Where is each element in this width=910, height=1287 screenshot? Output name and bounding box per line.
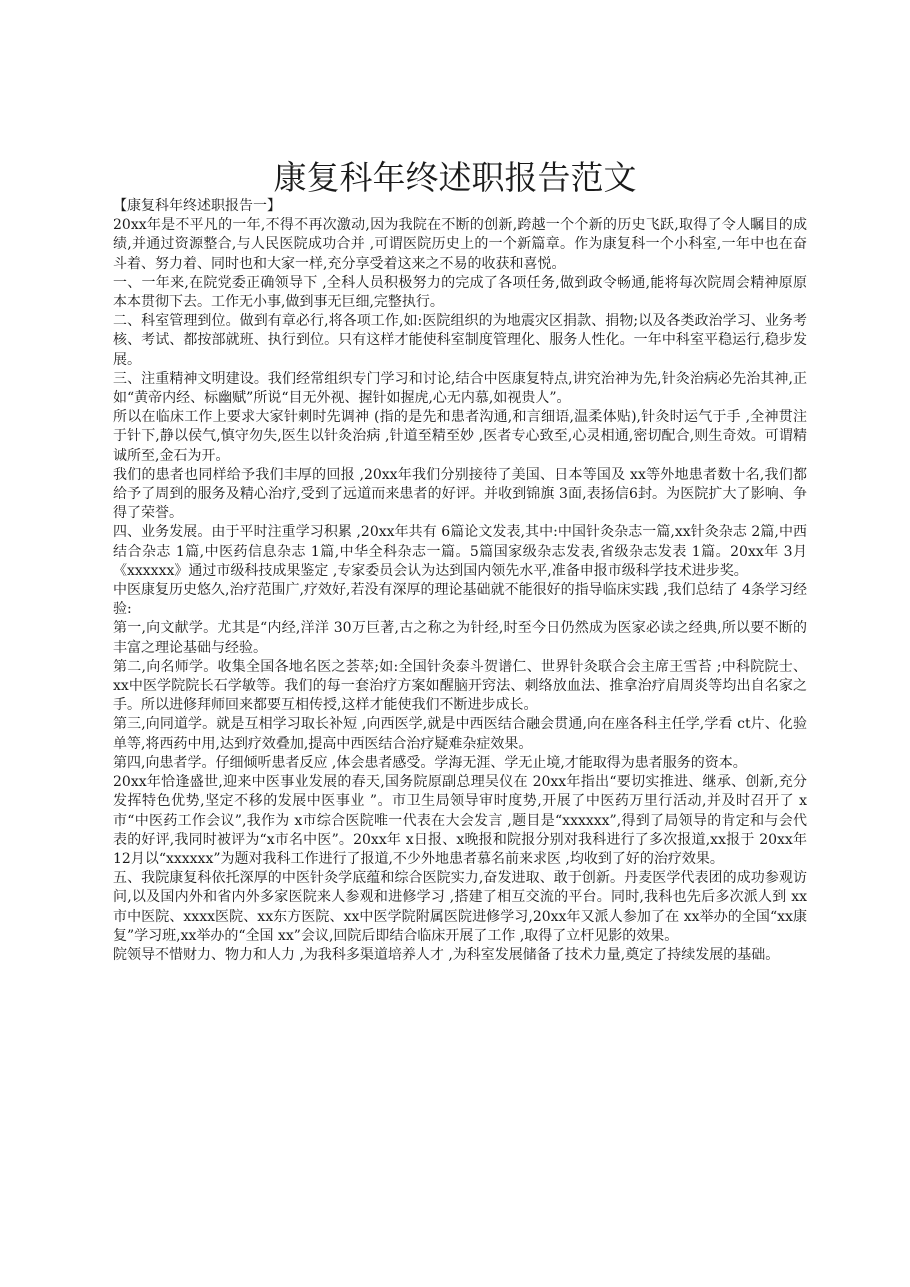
paragraph: 所以在临床工作上要求大家针刺时先调神 (指的是先和患者沟通,和言细语,温柔体贴),针灸时运气于手 ,全神贯注于针下,静以侯气,慎守勿失,医生以针灸治病 ,针道至精至妙 ,医者专心致至,心灵相通,密切配合,则生奇效。可谓精诚所至,金石为开。 [113, 409, 807, 464]
paragraph: 第二,向名师学。收集全国各地名医之荟萃;如:全国针灸泰斗贺谱仁、世界针灸联合会主席王雪苔 ;中科院院士、 xx中医学院院长石学敏等。我们的每一套治疗方案如醒脑开窍法、刺络放血法、推拿治疗肩周炎等均出自名家之手。所以进修拜师回来都要互相传授,这样才能使我们不断进步成长。 [113, 658, 807, 714]
paragraph: 20xx年恰逢盛世,迎来中医事业发展的春天,国务院原副总理吴仪在 20xx年指出“要切实推进、继承、创新,充分发挥特色优势,坚定不移的发展中医事业 ”。市卫生局领导审时度势,开展了中医药万里行活动,并及时召开了 x市“中医药工作会议”,我作为 x市综合医院唯一代表在大会发言 ,题目是“xxxxxx”,得到了局领导的肯定和与会代表的好评,我同时被评为“x市名中医”。20xx年 x日报、x晚报和院报分别对我科进行了多次报道,xx报于 20xx年 12月以“xxxxxx”为题对我科工作进行了报道,不少外地患者慕名前来求医 ,均收到了好的治疗效果。 [113, 774, 807, 867]
document-body [113, 197, 807, 965]
document-title: 康复科年终述职报告范文 [273, 158, 637, 197]
paragraph: 三、注重精神文明建设。我们经常组织专门学习和讨论,结合中医康复特点,讲究治神为先,针灸治病必先治其神,正如“黄帝内经、标幽赋”所说“目无外视、握针如握虎,心无内慕,如视贵人”。 [113, 370, 807, 407]
section-heading: 【康复科年终述职报告一】 [113, 198, 281, 214]
paragraph: 20xx年是不平凡的一年,不得不再次激动,因为我院在不断的创新,跨越一个个新的历史飞跃,取得了令人瞩目的成绩,并通过资源整合,与人民医院成功合并 ,可谓医院历史上的一个新篇章。作为康复科一个小科室,一年中也在奋斗着、努力着、同时也和大家一样,充分享受着这来之不易的收获和喜悦。 [113, 217, 807, 272]
paragraph: 第三,向同道学。就是互相学习取长补短 ,向西医学,就是中西医结合融会贯通,向在座各科主任学,学看 ct片、化验单等,将西药中用,达到疗效叠加,提高中西医结合治疗疑难杂症效果。 [113, 716, 807, 752]
paragraph: 我们的患者也同样给予我们丰厚的回报 ,20xx年我们分别接待了美国、日本等国及 xx等外地患者数十名,我们都给予了周到的服务及精心治疗,受到了远道而来患者的好评。并收到锦旗 3面,表扬信6封。为医院扩大了影响、争得了荣誉。 [113, 466, 807, 522]
paragraph: 五、我院康复科依托深厚的中医针灸学底蕴和综合医院实力,奋发进取、敢于创新。丹麦医学代表团的成功参观访问,以及国内外和省内外多家医院来人参观和进修学习 ,搭建了相互交流的平台。同时,我科也先后多次派人到 xx市中医院、xxxx医院、xx东方医院、xx中医学院附属医院进修学习,20xx年又派人参加了在 xx举办的全国“xx康复”学习班,xx举办的“全国 xx”会议,回院后即结合临床开展了工作 ,取得了立杆见影的效果。 [113, 870, 807, 944]
paragraph: 院领导不惜财力、物力和人力 ,为我科多渠道培养人才 ,为科室发展储备了技术力量,奠定了持续发展的基础。 [113, 946, 780, 963]
paragraph: 四、业务发展。由于平时注重学习积累 ,20xx年共有 6篇论文发表,其中:中国针灸杂志一篇,xx针灸杂志 2篇,中西结合杂志 1篇,中医药信息杂志 1篇,中华全科杂志一篇。5篇国家级杂志发表,省级杂志发表 1篇。20xx年 3月《xxxxxx》通过市级科技成果鉴定 ,专家委员会认为达到国内领先水平,准备申报市级科学技术进步奖。 [113, 524, 807, 579]
paragraph: 中医康复历史悠久,治疗范围广,疗效好,若没有深厚的理论基础就不能很好的指导临床实践 ,我们总结了 4条学习经验: [113, 582, 807, 618]
paragraph: 二、科室管理到位。做到有章必行,将各项工作,如:医院组织的为地震灾区捐款、捐物;以及各类政治学习、业务考核、考试、都按部就班、执行到位。只有这样才能使科室制度管理化、服务人性化。一年中科室平稳运行,稳步发展。 [113, 313, 807, 368]
paragraph: 第四,向患者学。仔细倾听患者反应 ,体会患者感受。学海无涯、学无止境,才能取得为患者服务的资本。 [113, 754, 747, 771]
paragraph: 一、一年来,在院党委正确领导下 ,全科人员积极努力的完成了各项任务,做到政令畅通,能将每次院周会精神原原本本贯彻下去。工作无小事,做到事无巨细,完整执行。 [113, 274, 807, 311]
paragraph: 第一,向文献学。尤其是“内经,洋洋 30万巨著,古之称之为针经,时至今日仍然成为医家必读之经典,所以要不断的丰富之理论基础与经验。 [113, 620, 807, 656]
